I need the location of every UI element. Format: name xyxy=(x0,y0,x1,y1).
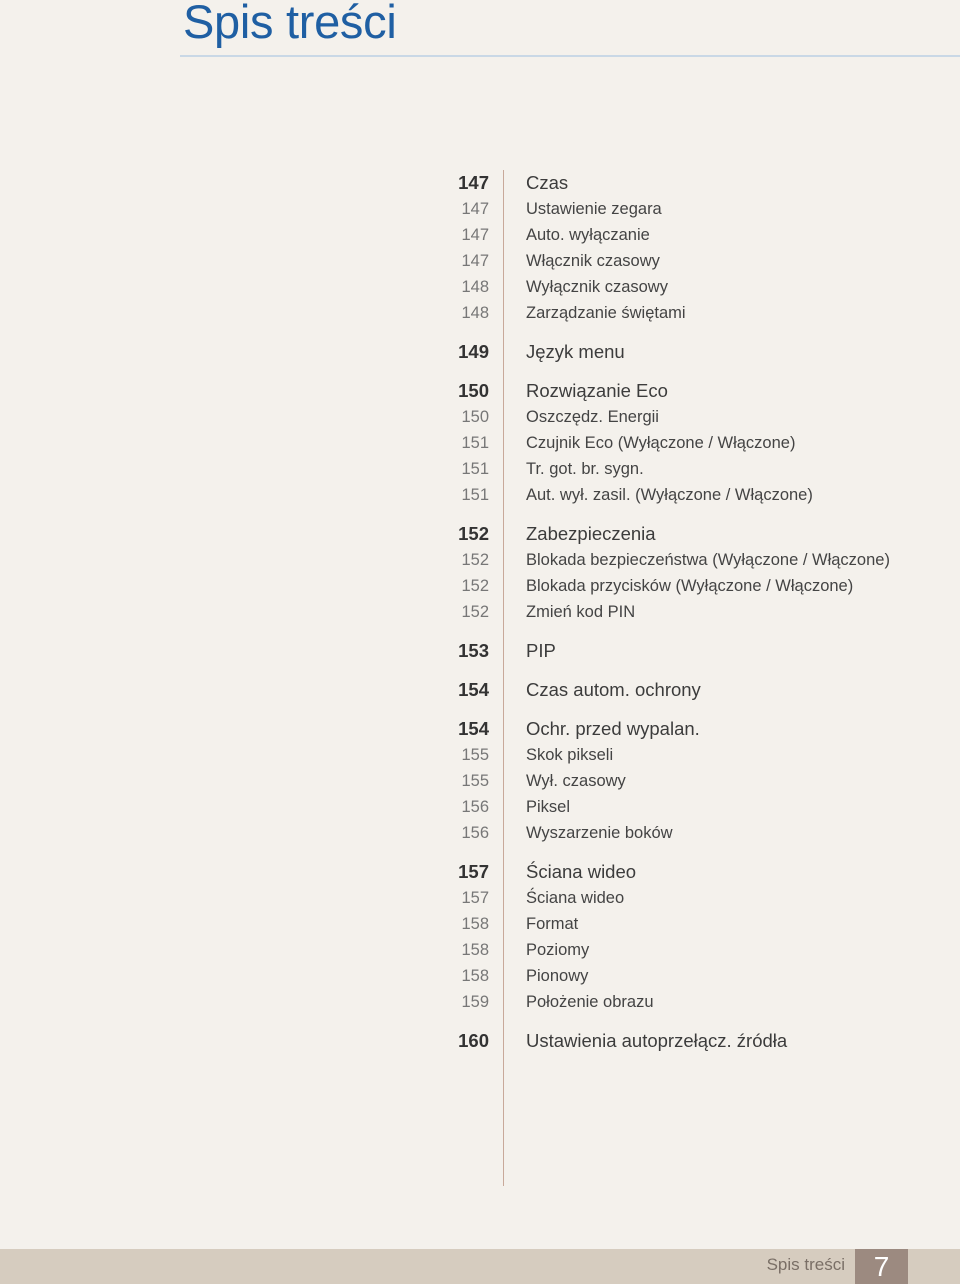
table-of-contents xyxy=(440,170,920,1067)
toc-subentry-link[interactable] xyxy=(440,222,920,248)
toc-entry-text: Język menu xyxy=(526,341,625,362)
toc-heading-link[interactable] xyxy=(440,859,920,885)
toc-entry-text: Włącznik czasowy xyxy=(526,252,660,270)
toc-page-number: 156 xyxy=(461,798,489,816)
toc-entry-text: Wył. czasowy xyxy=(526,772,626,790)
toc-subentry-link[interactable] xyxy=(440,794,920,820)
toc-section xyxy=(440,521,920,625)
toc-page-number: 150 xyxy=(458,380,489,401)
toc-subentry-link[interactable] xyxy=(440,768,920,794)
toc-entry-text: Tr. got. br. sygn. xyxy=(526,460,644,478)
toc-entry-text: Auto. wyłączanie xyxy=(526,226,650,244)
toc-subentry-link[interactable] xyxy=(440,937,920,963)
toc-entry-text: Pionowy xyxy=(526,967,589,985)
toc-section xyxy=(440,1028,920,1054)
toc-page-number: 151 xyxy=(461,460,489,478)
toc-subentry-link[interactable] xyxy=(440,482,920,508)
toc-page-number: 158 xyxy=(461,967,489,985)
toc-section xyxy=(440,378,920,508)
toc-section xyxy=(440,859,920,1015)
toc-entry-text: Zmień kod PIN xyxy=(526,603,636,621)
toc-entry-text: Czas xyxy=(526,172,569,193)
toc-section xyxy=(440,716,920,846)
toc-page-number: 147 xyxy=(461,200,489,218)
title-divider xyxy=(180,55,960,57)
toc-section xyxy=(440,638,920,664)
toc-subentry-link[interactable] xyxy=(440,573,920,599)
toc-page-number: 151 xyxy=(461,486,489,504)
toc-entry-text: Czas autom. ochrony xyxy=(526,679,701,700)
toc-page-number: 154 xyxy=(458,679,489,700)
toc-entry-text: Ściana wideo xyxy=(526,889,625,907)
toc-entry-text: Zabezpieczenia xyxy=(526,523,656,544)
toc-entry-text: Wyłącznik czasowy xyxy=(526,278,668,296)
toc-entry-text: Poziomy xyxy=(526,941,590,959)
toc-page-number: 153 xyxy=(458,640,489,661)
toc-page-number: 150 xyxy=(461,408,489,426)
toc-entry-text: Oszczędz. Energii xyxy=(526,408,659,426)
toc-page-number: 155 xyxy=(461,746,489,764)
toc-page-number: 160 xyxy=(458,1030,489,1051)
toc-section xyxy=(440,170,920,326)
toc-entry-text: Czujnik Eco (Wyłączone / Włączone) xyxy=(526,434,796,452)
toc-entry-text: PIP xyxy=(526,640,556,661)
toc-subentry-link[interactable] xyxy=(440,274,920,300)
toc-entry-text: Skok pikseli xyxy=(526,746,614,764)
toc-page-number: 152 xyxy=(461,603,489,621)
toc-page-number: 157 xyxy=(461,889,489,907)
toc-heading-link[interactable] xyxy=(440,378,920,404)
toc-page-number: 155 xyxy=(461,772,489,790)
toc-page-number: 159 xyxy=(461,993,489,1011)
toc-heading-link[interactable] xyxy=(440,638,920,664)
toc-subentry-link[interactable] xyxy=(440,742,920,768)
toc-entry-text: Format xyxy=(526,915,579,933)
toc-page-number: 147 xyxy=(458,172,489,193)
toc-subentry-link[interactable] xyxy=(440,911,920,937)
toc-entry-text: Blokada bezpieczeństwa (Wyłączone / Włączone) xyxy=(526,551,890,569)
toc-heading-link[interactable] xyxy=(440,339,920,365)
toc-subentry-link[interactable] xyxy=(440,456,920,482)
toc-entry-text: Aut. wył. zasil. (Wyłączone / Włączone) xyxy=(526,486,813,504)
toc-page-number: 156 xyxy=(461,824,489,842)
toc-page-number: 147 xyxy=(461,252,489,270)
page-number: 7 xyxy=(855,1249,908,1284)
toc-heading-link[interactable] xyxy=(440,677,920,703)
toc-entry-text: Ustawienia autoprzełącz. źródła xyxy=(526,1030,788,1051)
toc-heading-link[interactable] xyxy=(440,716,920,742)
toc-page-number: 154 xyxy=(458,718,489,739)
toc-subentry-link[interactable] xyxy=(440,599,920,625)
toc-subentry-link[interactable] xyxy=(440,963,920,989)
toc-subentry-link[interactable] xyxy=(440,430,920,456)
toc-heading-link[interactable] xyxy=(440,170,920,196)
toc-entry-text: Wyszarzenie boków xyxy=(526,824,673,842)
toc-page-number: 148 xyxy=(461,278,489,296)
toc-subentry-link[interactable] xyxy=(440,989,920,1015)
toc-entry-text: Ustawienie zegara xyxy=(526,200,662,218)
toc-heading-link[interactable] xyxy=(440,521,920,547)
toc-page-number: 152 xyxy=(458,523,489,544)
toc-heading-link[interactable] xyxy=(440,1028,920,1054)
toc-subentry-link[interactable] xyxy=(440,196,920,222)
toc-subentry-link[interactable] xyxy=(440,300,920,326)
toc-page-number: 152 xyxy=(461,551,489,569)
toc-entry-text: Ściana wideo xyxy=(526,861,637,882)
toc-subentry-link[interactable] xyxy=(440,885,920,911)
toc-page-number: 158 xyxy=(461,915,489,933)
toc-entry-text: Położenie obrazu xyxy=(526,993,654,1011)
toc-section xyxy=(440,677,920,703)
toc-page-number: 152 xyxy=(461,577,489,595)
toc-subentry-link[interactable] xyxy=(440,404,920,430)
toc-entry-text: Piksel xyxy=(526,798,571,816)
toc-page-number: 149 xyxy=(458,341,489,362)
toc-entry-text: Zarządzanie świętami xyxy=(526,304,686,322)
toc-section xyxy=(440,339,920,365)
toc-page-number: 147 xyxy=(461,226,489,244)
toc-subentry-link[interactable] xyxy=(440,820,920,846)
toc-page-number: 157 xyxy=(458,861,489,882)
footer-section-label: Spis treści xyxy=(766,1255,845,1274)
toc-page-number: 148 xyxy=(461,304,489,322)
toc-entry-text: Blokada przycisków (Wyłączone / Włączone) xyxy=(526,577,854,595)
toc-page-number: 151 xyxy=(461,434,489,452)
toc-page-number: 158 xyxy=(461,941,489,959)
toc-subentry-link[interactable] xyxy=(440,248,920,274)
toc-entry-text: Ochr. przed wypalan. xyxy=(526,718,700,739)
toc-entry-text: Rozwiązanie Eco xyxy=(526,380,668,401)
page-title: Spis treści xyxy=(183,0,397,48)
toc-subentry-link[interactable] xyxy=(440,547,920,573)
